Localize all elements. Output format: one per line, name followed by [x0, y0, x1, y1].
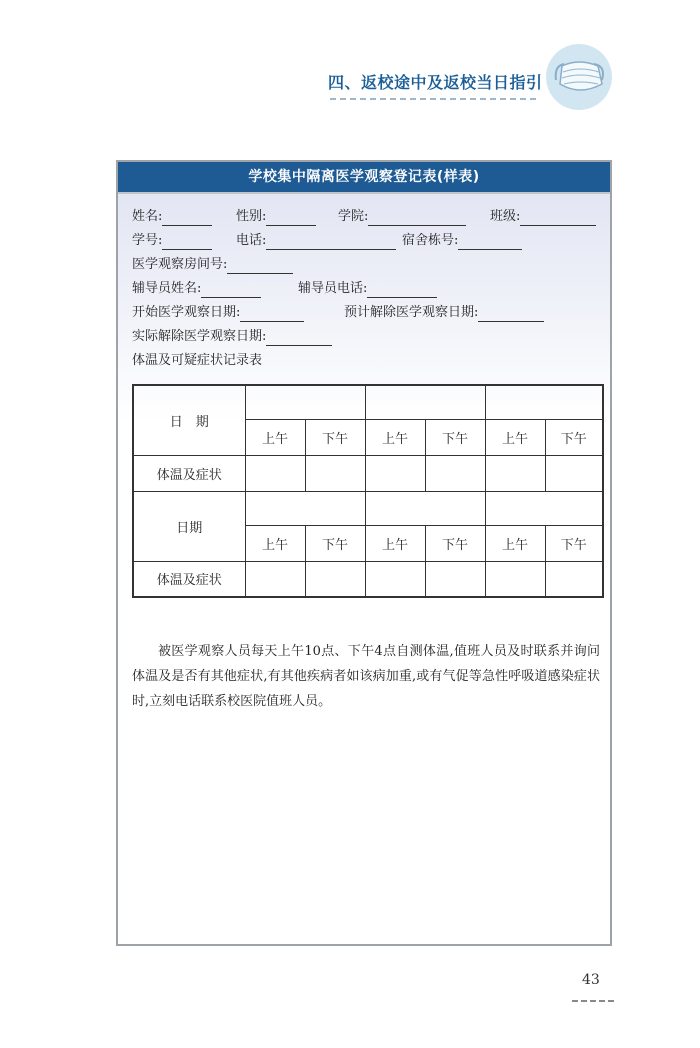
date-cell[interactable]	[245, 491, 365, 525]
temperature-row-label: 体温及症状	[133, 561, 245, 597]
form-title: 学校集中隔离医学观察登记表(样表)	[118, 162, 610, 194]
temperature-cell[interactable]	[245, 455, 305, 491]
college-label: 学院:	[338, 209, 369, 224]
actual-end-label: 实际解除医学观察日期:	[132, 329, 267, 344]
am-header: 上午	[485, 419, 545, 455]
dorm-label: 宿舍栋号:	[402, 233, 459, 248]
student-id-label: 学号:	[132, 233, 163, 248]
room-label: 医学观察房间号:	[132, 257, 228, 272]
counselor-name-label: 辅导员姓名:	[132, 281, 202, 296]
instruction-note: 被医学观察人员每天上午10点、下午4点自测体温,值班人员及时联系并询问体温及是否有其他症状,有其他疾病者如该病加重,或有气促等急性呼吸道感染症状时,立刻电话联系校医院值班人员。	[132, 644, 600, 709]
start-date-field[interactable]	[132, 304, 304, 322]
header-divider	[330, 98, 536, 100]
footer-divider	[572, 1000, 614, 1002]
temperature-cell[interactable]	[365, 455, 425, 491]
date-header-cell: 日期	[133, 491, 245, 561]
temperature-cell[interactable]	[365, 561, 425, 597]
pm-header: 下午	[545, 419, 603, 455]
chapter-title: 四、返校途中及返校当日指引	[328, 73, 543, 92]
counselor-phone-field[interactable]	[298, 280, 437, 298]
temperature-cell[interactable]	[485, 455, 545, 491]
class-field[interactable]	[490, 208, 596, 226]
temperature-cell[interactable]	[425, 561, 485, 597]
date-header-cell: 日 期	[133, 385, 245, 455]
date-cell[interactable]	[485, 385, 603, 419]
class-label: 班级:	[490, 209, 521, 224]
pm-header: 下午	[305, 525, 365, 561]
student-id-field[interactable]	[132, 232, 212, 250]
actual-end-field[interactable]	[132, 328, 332, 346]
am-header: 上午	[365, 525, 425, 561]
am-header: 上午	[245, 419, 305, 455]
room-field[interactable]	[132, 256, 293, 274]
temperature-cell[interactable]	[425, 455, 485, 491]
gender-label: 性别:	[236, 209, 267, 224]
temperature-cell[interactable]	[305, 561, 365, 597]
registration-form	[116, 160, 612, 946]
pm-header: 下午	[425, 419, 485, 455]
college-field[interactable]	[338, 208, 466, 226]
counselor-phone-label: 辅导员电话:	[298, 281, 368, 296]
phone-label: 电话:	[236, 233, 267, 248]
date-cell[interactable]	[365, 385, 485, 419]
table-row	[133, 491, 603, 525]
name-field[interactable]	[132, 208, 212, 226]
temperature-cell[interactable]	[545, 455, 603, 491]
temperature-log-table	[132, 384, 604, 598]
start-date-label: 开始医学观察日期:	[132, 305, 241, 320]
page-number: 43	[582, 972, 600, 988]
temperature-cell[interactable]	[545, 561, 603, 597]
phone-field[interactable]	[236, 232, 396, 250]
temperature-row-label: 体温及症状	[133, 455, 245, 491]
am-header: 上午	[365, 419, 425, 455]
face-mask-icon	[546, 44, 612, 110]
pm-header: 下午	[545, 525, 603, 561]
temperature-cell[interactable]	[485, 561, 545, 597]
temperature-cell[interactable]	[305, 455, 365, 491]
am-header: 上午	[485, 525, 545, 561]
temperature-cell[interactable]	[245, 561, 305, 597]
pm-header: 下午	[305, 419, 365, 455]
table-caption: 体温及可疑症状记录表	[132, 353, 263, 368]
date-cell[interactable]	[485, 491, 603, 525]
pm-header: 下午	[425, 525, 485, 561]
table-row	[133, 455, 603, 491]
expected-end-label: 预计解除医学观察日期:	[344, 305, 479, 320]
expected-end-field[interactable]	[344, 304, 544, 322]
table-row	[133, 561, 603, 597]
dorm-field[interactable]	[402, 232, 522, 250]
counselor-name-field[interactable]	[132, 280, 261, 298]
table-row	[133, 385, 603, 419]
am-header: 上午	[245, 525, 305, 561]
gender-field[interactable]	[236, 208, 316, 226]
name-label: 姓名:	[132, 209, 163, 224]
date-cell[interactable]	[365, 491, 485, 525]
date-cell[interactable]	[245, 385, 365, 419]
